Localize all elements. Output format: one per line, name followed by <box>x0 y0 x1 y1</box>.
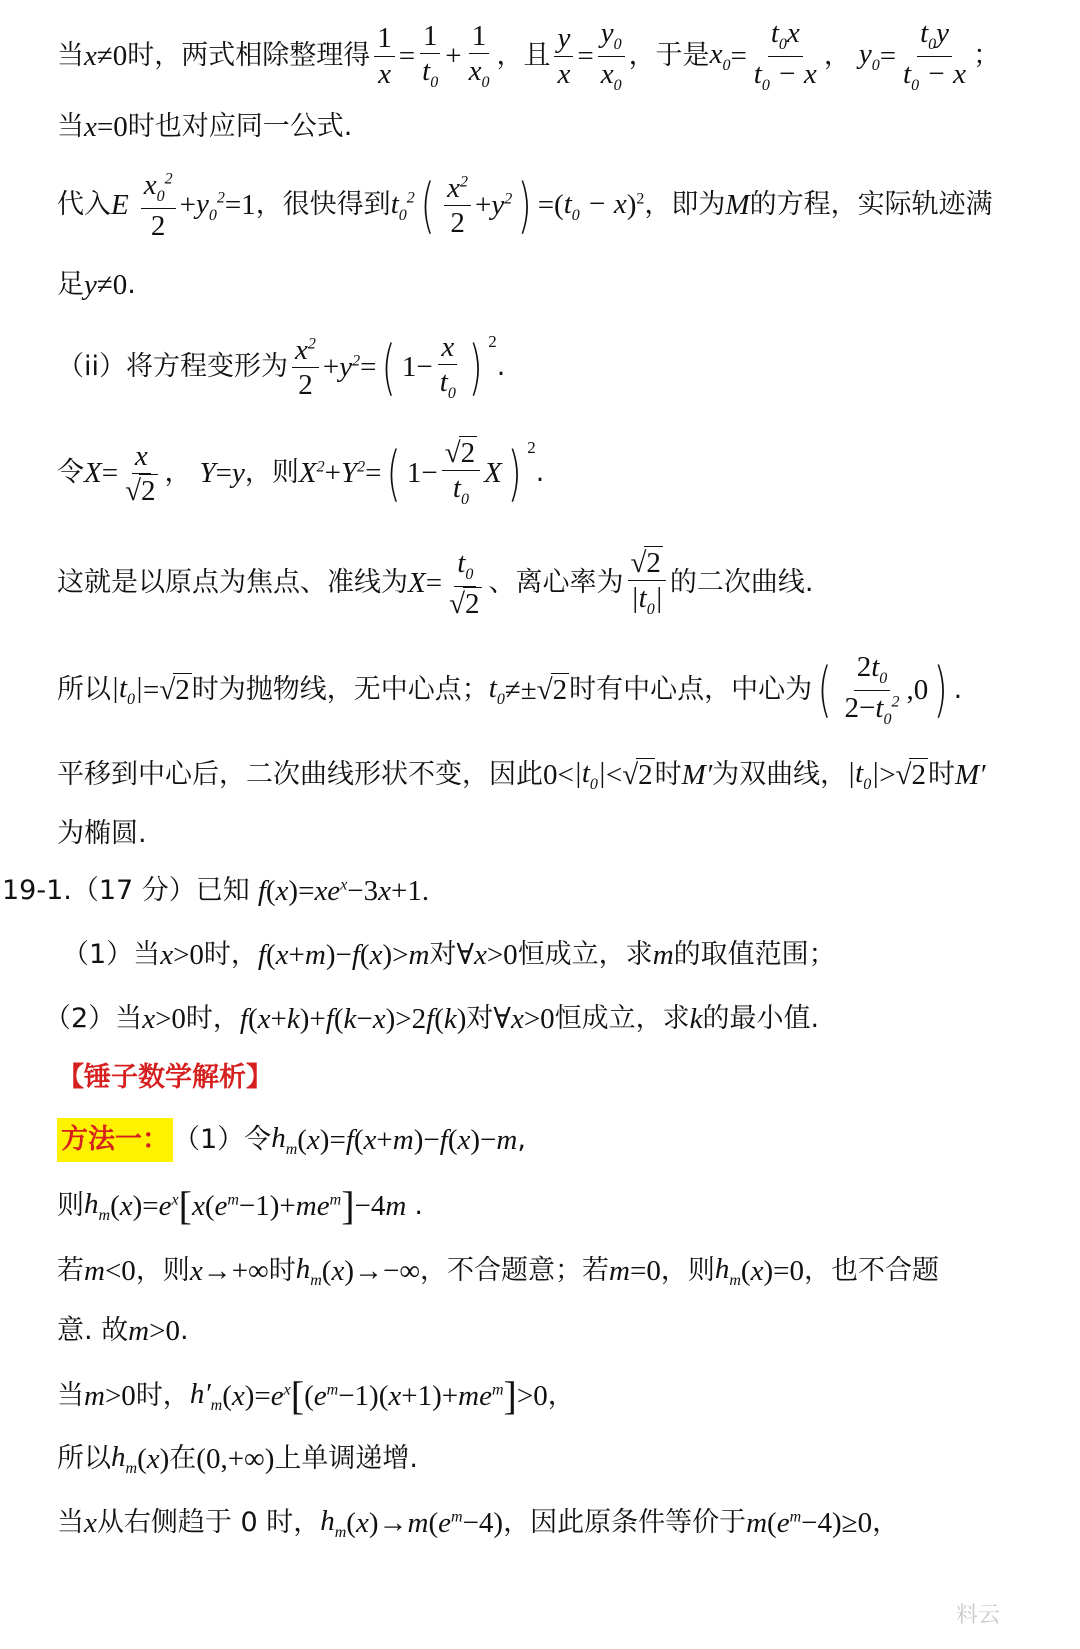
fraction: $\frac{x}{√2}$ <box>125 439 156 508</box>
fraction: $\frac{√2}{|t_0|}$ <box>628 548 666 619</box>
highlighted-label: 方法一： <box>57 1118 173 1162</box>
line-5: （ii）将方程变形为 $\frac{x^2}{2}$ + $y^2$ = ( 1− $\frac{x}{t_0}$ ) 2 . <box>57 331 506 403</box>
fraction: $\frac{1}{t_0}$ <box>419 21 441 92</box>
line-17: 若 m <0 ，则 x →+∞ 时 $h_m$ ( x )→−∞ ，不合题意；若 m =0 ，则 $h_m$ ( x )=0 ，也不合题 <box>57 1253 939 1289</box>
fraction: $\frac{2t_0}{2-t_0^2}$ <box>844 651 900 728</box>
text: ，于是 <box>628 39 710 71</box>
line-18: 意. 故 m >0 . <box>57 1315 189 1347</box>
line-15: 方法一： （1）令 $h_m$ ( x )= f ( x + m )− f ( x )− m , <box>57 1118 1060 1162</box>
section-heading: 【锤子数学解析】 <box>57 1062 273 1093</box>
line-7: 这就是以原点为焦点、准线为 X = $\frac{t_0}{√2}$ 、离心率为 $\frac{√2}{|t_0|}$ 的二次曲线. <box>57 547 814 620</box>
problem-heading: 19-1.（17 分）已知 f ( x )= $xe^x$ −3 x +1. <box>2 875 430 907</box>
problem-part-2: （2）当 x >0 时， f ( x + k )+ f ( k − x )>2 f ( k ) 对 ∀ x >0 恒成立，求 k 的最小值. <box>44 1003 820 1035</box>
line-4: 足 y ≠0 . <box>57 269 136 301</box>
fraction: $\frac{x_0^2}{2}$ <box>141 170 176 241</box>
watermark: 料云 <box>955 1603 1000 1628</box>
problem-part-1: （1）当 x >0 时， f ( x + m )− f ( x )> m 对 ∀ x >0 恒成立，求 m 的取值范围； <box>62 939 836 971</box>
fraction: $\frac{y_0}{x_0}$ <box>598 18 625 94</box>
fraction: $\frac{y}{x}$ <box>554 23 573 89</box>
line-3: 代入 E $\frac{x_0^2}{2}$ + $y_0^2$ =1 ，很快得到 $t_0^2$ ( $\frac{x^2}{2}$ + $y^2$ ) =( $t_0 - x$ )$^2$ ，即为 M 的方程，实际轨迹满 <box>57 169 993 242</box>
fraction: $\frac{t_0x}{t_0 - x}$ <box>753 17 817 94</box>
line-16: 则 $h_m$ ( x )= $e^x$ [ x ( $e^m$ −1)+ $me^m$ ] −4 m . <box>57 1183 423 1228</box>
line-21: 当 x 从右侧趋于 0 时， $h_m$ ( x )→ m ( $e^m$ −4) ，因此原条件等价于 m ( $e^m$ −4)≥0 ， <box>57 1505 900 1541</box>
text: 时，两式相除整理得 <box>127 39 371 71</box>
line-20: 所以 $h_m$ ( x ) 在 (0,+∞) 上单调递增. <box>57 1441 418 1477</box>
line-8: 所以 $|t_0|$ =√2 时为抛物线，无中心点； $t_0$ ≠±√2 时有中心点，中心为 ( $\frac{2t_0}{2-t_0^2}$ ,0 ) . <box>57 651 963 728</box>
fraction: $\frac{t_0}{√2}$ <box>449 547 480 620</box>
text: ； <box>973 39 1001 71</box>
fraction: $\frac{1}{x_0}$ <box>468 19 490 91</box>
fraction: $\frac{1}{x}$ <box>374 23 395 89</box>
line-1: 当 x ≠0 时，两式相除整理得 $\frac{1}{x}$ = $\frac{1}{t_0}$ + $\frac{1}{x_0}$ ，且 $\frac{y}{x}$ = $\frac{y_0}{x_0}$ ，于是 $x_0$ = $\frac{t_0x}{t_0 - x}$ ， $y_0$ = $\frac{t_0y}{t_0 - x}$ ； <box>57 17 1001 94</box>
fraction: $\frac{t_0y}{t_0 - x}$ <box>903 17 967 94</box>
fraction: $\frac{x^2}{2}$ <box>292 335 319 401</box>
text: ，且 <box>496 39 551 71</box>
fraction: $\frac{x^2}{2}$ <box>444 173 471 239</box>
line-2: 当 x =0 时也对应同一公式. <box>57 111 353 143</box>
fraction: $\frac{x}{t_0}$ <box>439 331 456 403</box>
text: ， <box>823 39 851 71</box>
line-6: 令 X = $\frac{x}{√2}$ ， Y = y ，则 $X^2$ + $Y^2$ = ( 1− $\frac{√2}{t_0}$ X ) 2 . <box>57 437 545 509</box>
text: 当 <box>57 39 84 71</box>
line-9: 平移到中心后，二次曲线形状不变，因此 0< $|t_0|$ <√2 时 M′ 为双曲线， $|t_0|$ >√2 时 M′ <box>57 757 986 793</box>
fraction: $\frac{√2}{t_0}$ <box>442 438 480 509</box>
line-19: 当 m >0 时， $h'_m$ ( x )= $e^x$ [ ( $e^m$ −1)( x +1)+ $me^m$ ] >0 ， <box>57 1373 575 1418</box>
line-10: 为椭圆. <box>57 818 147 849</box>
